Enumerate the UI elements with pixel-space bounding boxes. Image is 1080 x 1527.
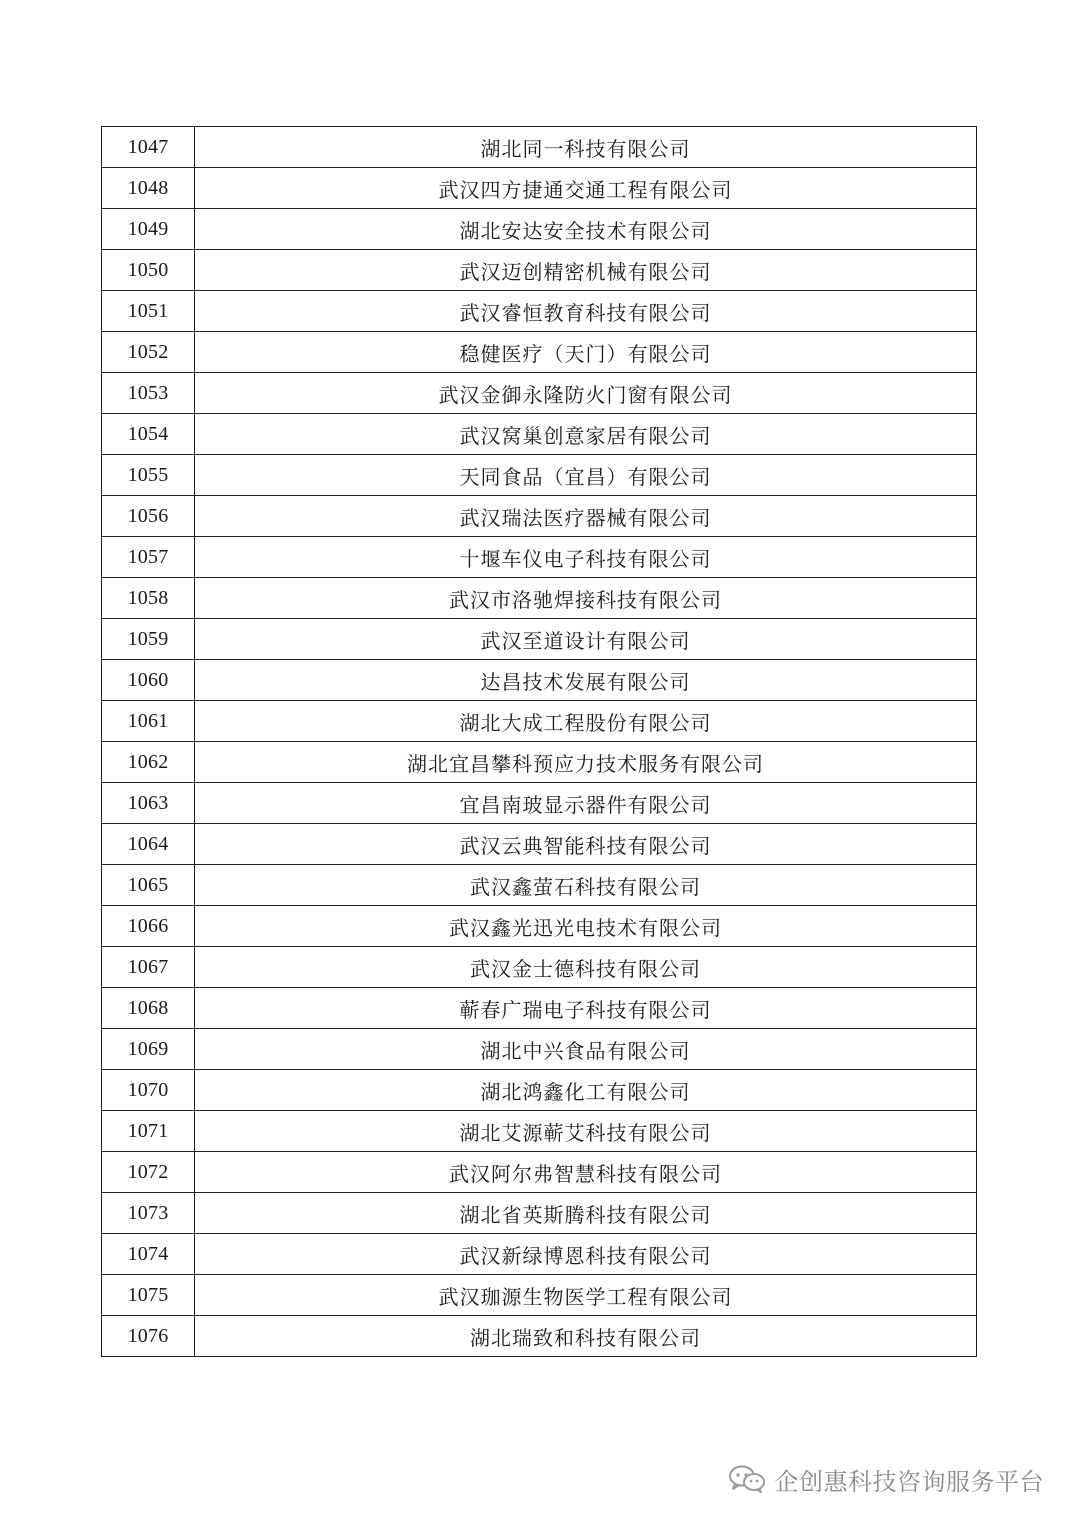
- row-number: 1073: [102, 1193, 195, 1234]
- row-number: 1051: [102, 291, 195, 332]
- table-row: [102, 660, 977, 701]
- table-row: [102, 332, 977, 373]
- table-body: [102, 127, 977, 1357]
- row-number: 1075: [102, 1275, 195, 1316]
- table-row: [102, 537, 977, 578]
- company-name: 武汉金士德科技有限公司: [195, 947, 977, 988]
- row-number: 1062: [102, 742, 195, 783]
- company-name: 湖北鸿鑫化工有限公司: [195, 1070, 977, 1111]
- company-name: 天同食品（宜昌）有限公司: [195, 455, 977, 496]
- company-name: 湖北中兴食品有限公司: [195, 1029, 977, 1070]
- table-row: [102, 619, 977, 660]
- row-number: 1054: [102, 414, 195, 455]
- row-number: 1052: [102, 332, 195, 373]
- row-number: 1061: [102, 701, 195, 742]
- table-row: [102, 1152, 977, 1193]
- row-number: 1070: [102, 1070, 195, 1111]
- table-row: [102, 1193, 977, 1234]
- row-number: 1066: [102, 906, 195, 947]
- table-row: [102, 1234, 977, 1275]
- row-number: 1068: [102, 988, 195, 1029]
- table-row: [102, 906, 977, 947]
- company-name: 武汉至道设计有限公司: [195, 619, 977, 660]
- table-row: [102, 209, 977, 250]
- watermark: [727, 1462, 1045, 1496]
- table-row: [102, 1275, 977, 1316]
- row-number: 1055: [102, 455, 195, 496]
- row-number: 1053: [102, 373, 195, 414]
- company-name: 湖北艾源蕲艾科技有限公司: [195, 1111, 977, 1152]
- company-name: 武汉四方捷通交通工程有限公司: [195, 168, 977, 209]
- company-name: 湖北瑞致和科技有限公司: [195, 1316, 977, 1357]
- company-name: 湖北大成工程股份有限公司: [195, 701, 977, 742]
- company-name: 武汉金御永隆防火门窗有限公司: [195, 373, 977, 414]
- table-row: [102, 1070, 977, 1111]
- company-name: 十堰车仪电子科技有限公司: [195, 537, 977, 578]
- row-number: 1063: [102, 783, 195, 824]
- table-row: [102, 783, 977, 824]
- table-row: [102, 373, 977, 414]
- row-number: 1059: [102, 619, 195, 660]
- company-name: 达昌技术发展有限公司: [195, 660, 977, 701]
- row-number: 1050: [102, 250, 195, 291]
- company-name: 武汉新绿博恩科技有限公司: [195, 1234, 977, 1275]
- company-list-table: [101, 126, 977, 1357]
- company-name: 武汉迈创精密机械有限公司: [195, 250, 977, 291]
- company-name: 湖北宜昌攀科预应力技术服务有限公司: [195, 742, 977, 783]
- company-name: 武汉鑫萤石科技有限公司: [195, 865, 977, 906]
- row-number: 1048: [102, 168, 195, 209]
- table-row: [102, 865, 977, 906]
- row-number: 1072: [102, 1152, 195, 1193]
- row-number: 1060: [102, 660, 195, 701]
- row-number: 1069: [102, 1029, 195, 1070]
- watermark-text: 企创惠科技咨询服务平台: [774, 1467, 1044, 1496]
- company-name: 湖北安达安全技术有限公司: [195, 209, 977, 250]
- table-row: [102, 742, 977, 783]
- table-row: [102, 168, 977, 209]
- company-name: 蕲春广瑞电子科技有限公司: [195, 988, 977, 1029]
- table-row: [102, 701, 977, 742]
- table-row: [102, 1111, 977, 1152]
- company-name: 湖北省英斯腾科技有限公司: [195, 1193, 977, 1234]
- row-number: 1067: [102, 947, 195, 988]
- table-row: [102, 578, 977, 619]
- company-name: 武汉珈源生物医学工程有限公司: [195, 1275, 977, 1316]
- company-name: 武汉睿恒教育科技有限公司: [195, 291, 977, 332]
- row-number: 1056: [102, 496, 195, 537]
- row-number: 1049: [102, 209, 195, 250]
- company-name: 武汉窝巢创意家居有限公司: [195, 414, 977, 455]
- company-name: 武汉云典智能科技有限公司: [195, 824, 977, 865]
- company-name: 武汉瑞法医疗器械有限公司: [195, 496, 977, 537]
- company-name: 武汉市洛驰焊接科技有限公司: [195, 578, 977, 619]
- row-number: 1057: [102, 537, 195, 578]
- company-name: 武汉鑫光迅光电技术有限公司: [195, 906, 977, 947]
- row-number: 1047: [102, 127, 195, 168]
- row-number: 1071: [102, 1111, 195, 1152]
- row-number: 1076: [102, 1316, 195, 1357]
- company-name: 宜昌南玻显示器件有限公司: [195, 783, 977, 824]
- table-row: [102, 291, 977, 332]
- row-number: 1074: [102, 1234, 195, 1275]
- table-row: [102, 250, 977, 291]
- table-row: [102, 1316, 977, 1357]
- row-number: 1058: [102, 578, 195, 619]
- row-number: 1065: [102, 865, 195, 906]
- company-name: 稳健医疗（天门）有限公司: [195, 332, 977, 373]
- table-row: [102, 1029, 977, 1070]
- table-row: [102, 455, 977, 496]
- wechat-icon: [727, 1464, 767, 1494]
- table-row: [102, 127, 977, 168]
- table-row: [102, 496, 977, 537]
- table-row: [102, 824, 977, 865]
- table-row: [102, 988, 977, 1029]
- table-row: [102, 947, 977, 988]
- company-name: 湖北同一科技有限公司: [195, 127, 977, 168]
- row-number: 1064: [102, 824, 195, 865]
- table-row: [102, 414, 977, 455]
- company-name: 武汉阿尔弗智慧科技有限公司: [195, 1152, 977, 1193]
